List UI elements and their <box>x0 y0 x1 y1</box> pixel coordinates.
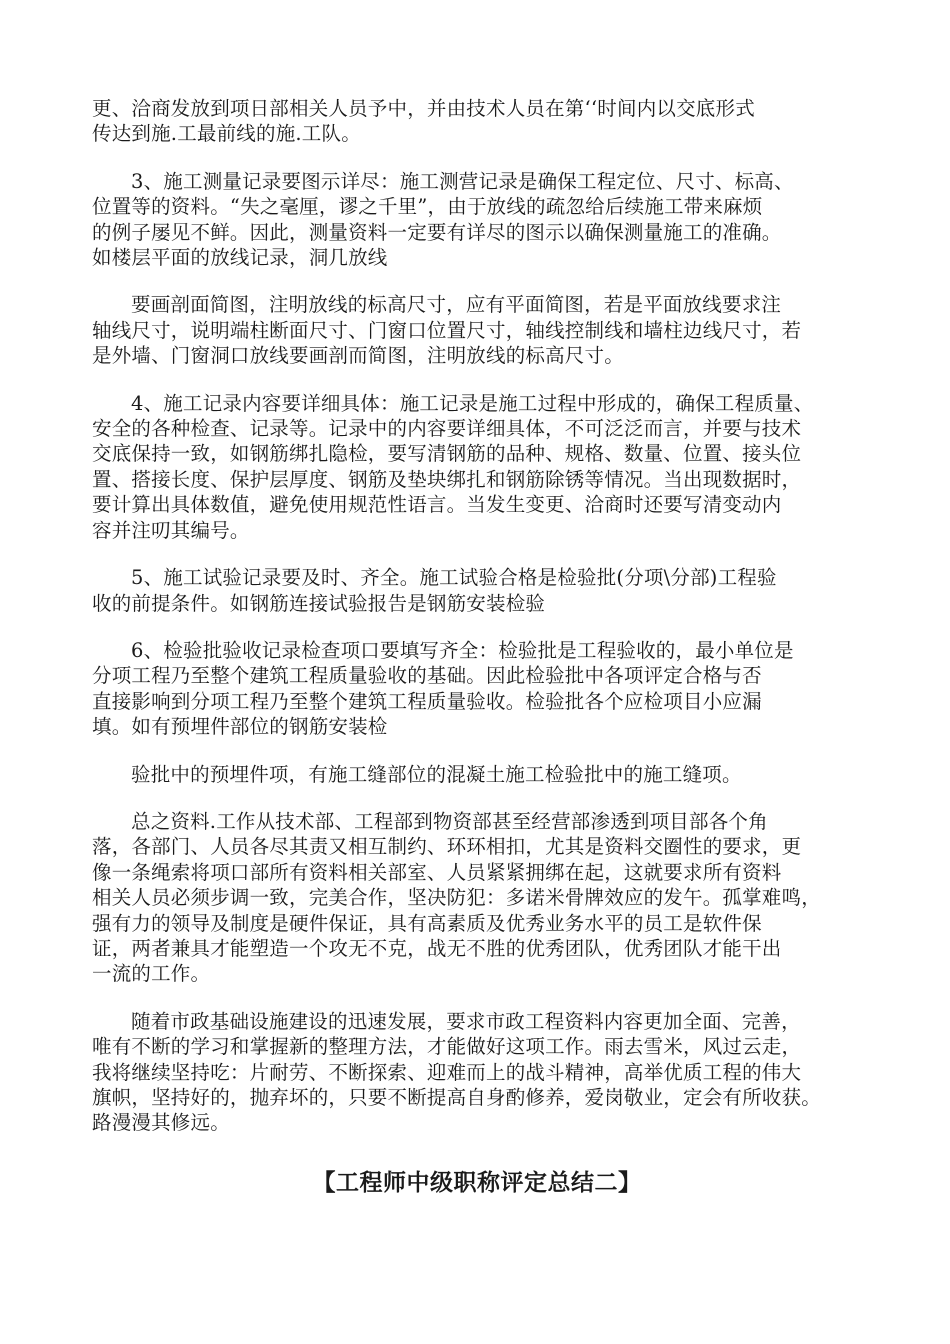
paragraph-inspection-batch: 6、检验批验收记录检查项口要填写齐全：检验批是工程验收的，最小单位是 分项工程乃至整个建筑工程质量验收的基础。因此检验批中各项评定合格与否 直接影响到分项工程乃至整个建筑工程质量验收。检验批各个应检项目小应漏 填。如有预埋件部位的钢筋安装检 <box>92 638 794 739</box>
paragraph-conclusion: 随着市政基础设施建设的迅速发展，要求市政工程资料内容更加全面、完善， 唯有不断的学习和掌握新的整理方法，才能做好这项工作。雨去雪米，风过云走， 我将继续坚持吃：片耐劳、不断探索、迎难而上的战斗精神，高举优质工程的伟大 旗帜，坚持好的，抛弃坏的，只要不断提高自身酌修养，爱岗敬业，定会有所收获。 路漫漫其修远。 <box>92 1009 821 1135</box>
paragraph-construction-records: 4、施工记录内容要详细具体：施工记录是施工过程中形成的，确保工程质量、 安全的各种检查、记录等。记录中的内容要详细具体，不可泛泛而言，并要与技术 交底保持一致，如钢筋绑扎隐检，要写清钢筋的品种、规格、数量、位置、接头位 置、搭接长度、保护层厚度、钢筋及垫块绑扎和钢筋除锈等情况。当出现数据时， 要计算出具体数值，避免使用规范性语言。当发生变更、洽商时还要写清变动内 容并注叨其编号。 <box>92 391 814 542</box>
paragraph-test-records: 5、施工试验记录要及时、齐全。施工试验合格是检验批(分项\分部)工程验 收的前提条件。如钢筋连接试验报告是钢筋安装检验 <box>92 566 777 615</box>
document-page <box>92 96 862 1197</box>
paragraph-survey-records: 3、施工测量记录要图示详尽：施工测营记录是确保工程定位、尺寸、标高、 位置等的资料。“失之毫厘，谬之千里”，由于放线的疏忽给后续施工带来麻烦 的例子屡见不鲜。因此，测量资料一定要有详尽的图示以确保测量施工的准确。 如楼层平面的放线记录，洞几放线 <box>92 169 794 270</box>
paragraph-embedded-parts: 验批中的预埋件项，有施工缝部位的混凝土施工检验批中的施工缝项。 <box>131 762 742 786</box>
paragraph-section-drawing: 要画剖面简图，注明放线的标高尺寸，应有平面简图，若是平面放线要求注 轴线尺寸，说明端柱断面尺寸、门窗口位置尺寸，轴线控制线和墙柱边线尺寸，若 是外墙、门窗洞口放线要画剖而简图，注明放线的标高尺寸。 <box>92 293 802 368</box>
section-heading: 【工程师中级职称评定总结二】 <box>312 1169 642 1196</box>
paragraph-summary: 总之资料.工作从技术部、工程部到物资部甚至经营部渗透到项目部各个角 落，各部门、人员各尽其责又相互制约、环环相扣，尤其是资料交圈性的要求，更 像一条绳索将项口部所有资料相关部室、人员紧紧拥绑在起，这就要求所有资料 相关人员必须步调一致，完美合作，坚决防犯：多诺米骨牌效应的发午。孤掌难鸣， 强有力的领导及制度是硬件保证，具有高素质及优秀业务水平的员工是软件保 证，两者兼具才能塑造一个攻无不克，战无不胜的优秀团队，优秀团队才能干出 一流的工作。 <box>92 809 821 986</box>
paragraph-continuation: 更、洽商发放到项日部相关人员予中，并由技术人员在第‘‘时间内以交底形式 传达到施.工最前线的施.工队。 <box>92 97 755 146</box>
